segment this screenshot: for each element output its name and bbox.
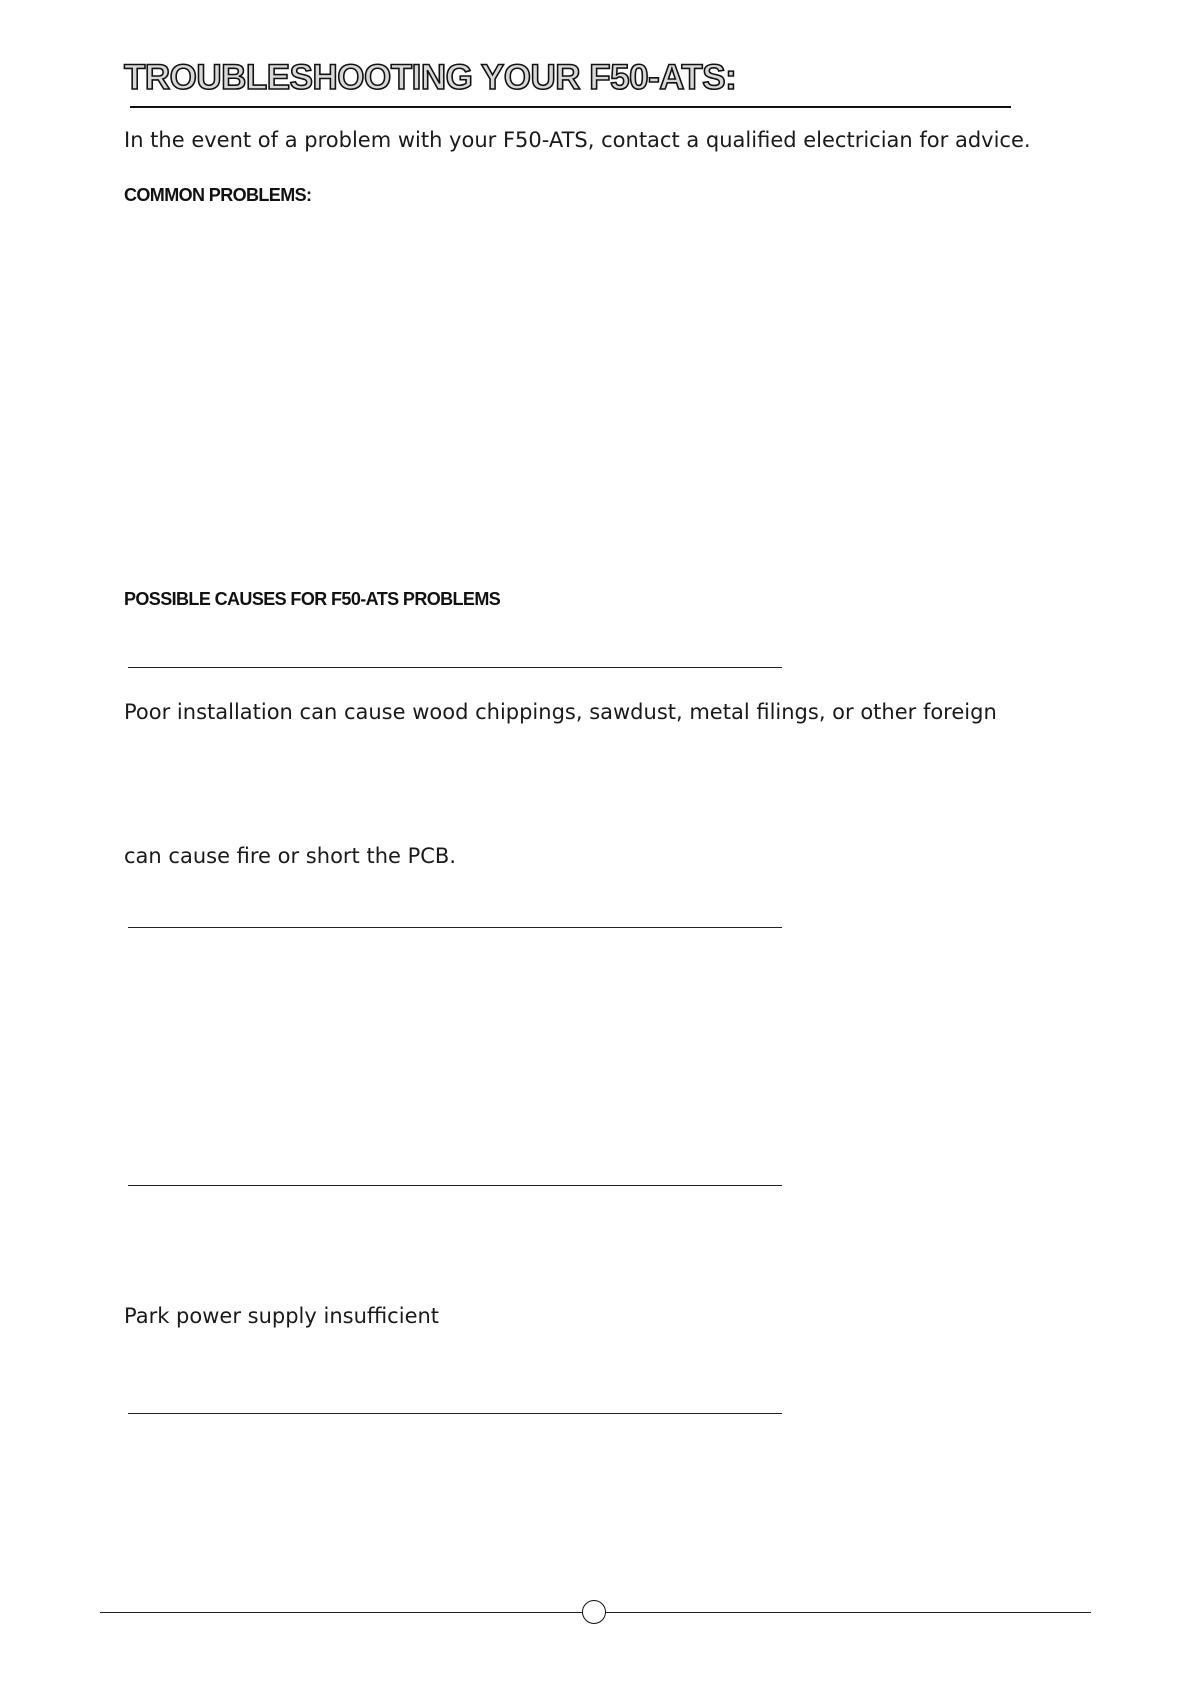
section-divider [128,667,782,668]
intro-text: In the event of a problem with your F50-ATS, contact a qualified electrician for advice. [124,128,1031,152]
possible-causes-heading: POSSIBLE CAUSES FOR F50-ATS PROBLEMS [124,589,501,609]
park-power-text: Park power supply insufficient [124,1304,440,1328]
page-title: TROUBLESHOOTING YOUR F50-ATS: [124,58,737,97]
section-divider [128,927,782,928]
poor-installation-text-continued: can cause fire or short the PCB. [124,844,457,868]
common-problems-heading: COMMON PROBLEMS: [124,185,312,205]
section-divider [128,1185,782,1186]
poor-installation-text: Poor installation can cause wood chippings, sawdust, metal filings, or other foreign [124,700,997,724]
page-number-circle [582,1600,606,1624]
section-divider [128,1413,782,1414]
title-underline [130,106,1011,108]
